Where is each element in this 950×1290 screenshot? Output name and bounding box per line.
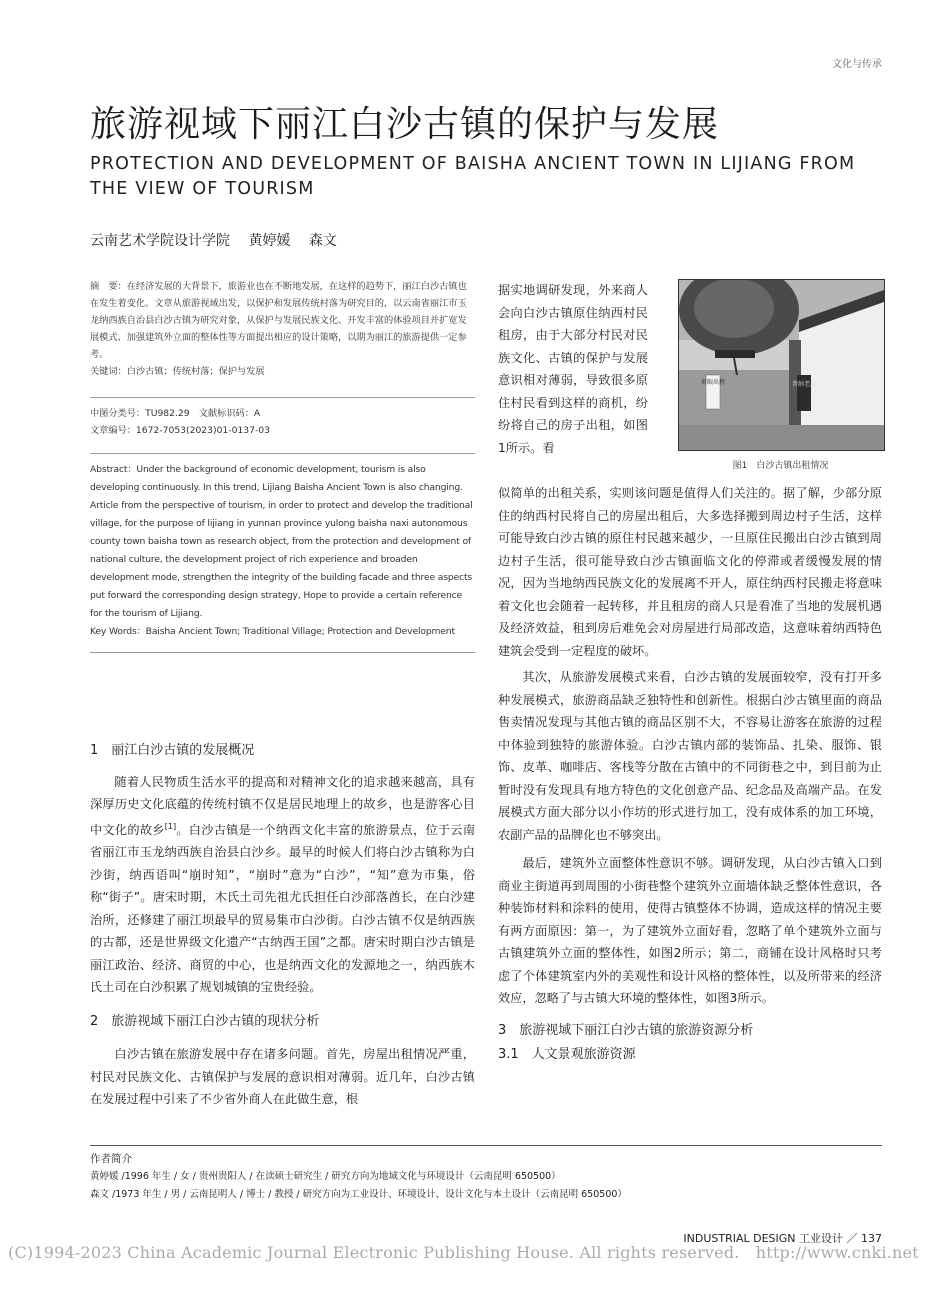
divider [90,453,475,454]
divider [90,397,475,398]
paragraph: 最后，建筑外立面整体性意识不够。调研发现，从白沙古镇入口到商业主街道再到周围的小街巷整个建筑外立面墙体缺乏整体性意识，各种装饰材料和涂料的使用，使得古镇整体不协调，造成这样的情况主要有两方面原因：第一，为了建筑外立面好看，忽略了单个建筑外立面与古镇建筑外立面的整体性，如图2所示；第二，商铺在设计风格时只考虑了个体建筑室内外的美观性和设计风格的整体性，以及所带来的经济效应，忽略了与古镇大环境的整体性，如图3所示。 [498,856,882,1005]
street-photo-image [679,280,884,450]
classification-number: 中图分类号：TU982.29 文献标识码：A [90,408,261,419]
abstract-en [90,461,475,641]
section-heading-3: 3 旅游视域下丽江白沙古镇的旅游资源分析 [498,1022,754,1038]
paragraph: 似简单的出租关系，实则该问题是值得人们关注的。据了解，少部分原住的纳西村民将自己的房屋出租后，大多选择搬到周边村子生活，这样可能导致白沙古镇的原住村民越来越少，一旦原住民搬出白沙古镇到周边村子生活，很可能导致白沙古镇面临文化的停滞或者缓慢发展的情况，因为当地纳西民族文化的发展离不开人，原住纳西村民搬走将意味着文化也会随着一起转移，并且租房的商人只是看准了当地的发展机遇及经济效益，租到房后难免会对房屋进行局部改造，这意味着纳西特色建筑会受到一定程度的破坏。 [498,486,882,658]
author-name-1: 黄婷媛 [248,233,291,249]
paragraph-text: 。白沙古镇是一个纳西文化丰富的旅游景点，位于云南省丽江市玉龙纳西族自治县白沙乡。最早的时候人们将白沙古镇称为白沙街，纳西语叫“崩时知”，“崩时”意为“白沙”，“知”意为市集，俗称“街子”。唐宋时期，木氏土司先祖尤氏担任白沙部落酋长，在白沙建治所，还修建了丽江坝最早的贸易集市白沙街。白沙古镇不仅是纳西族的古都，还是世界级文化遗产“古纳西王国”之都。唐宋时期白沙古镇是丽江政治、经济、商贸的中心，也是纳西文化的发源地之一，纳西族木氏土司在白沙积累了规划城镇的宝贵经验。 [90,822,476,995]
author-note: 森文 /1973 年生 / 男 / 云南昆明人 / 博士 / 教授 / 研究方向为工业设计、环境设计、设计文化与本土设计（云南昆明 650500） [90,1189,627,1200]
keywords-cn: 关键词：白沙古镇；传统村落；保护与发展 [90,366,265,377]
paragraph-text: 随着人民物质生活水平的提高和对精神文化的追求越来越高，具有深厚历史文化底蕴的传统村镇不仅是居民地理上的故乡，也是游客心目中文化的故乡 [90,774,475,837]
article-subtitle-en: PROTECTION AND DEVELOPMENT OF BAISHA ANCIENT TOWN IN LIJIANG FROM THE VIEW OF TOURISM [90,154,856,199]
section-label: 文化与传承 [832,59,882,70]
paragraph: 白沙古镇在旅游发展中存在诸多问题。首先，房屋出租情况严重，村民对民族文化、古镇保护与发展的意识相对薄弱。近几年，白沙古镇在发展过程中引来了不少省外商人在此做生意，根 [90,1047,475,1107]
journal-footer: INDUSTRIAL DESIGN 工业设计 ／ 137 [683,1232,882,1245]
article-title: 旅游视域下丽江白沙古镇的保护与发展 [90,104,720,145]
keywords-en: Key Words：Baisha Ancient Town; Traditional Village; Protection and Development [90,626,455,637]
right-column [498,482,882,1067]
shop-sign-text: 普纳老店 [791,381,817,388]
shop-sign-text: 眉眼出租 [700,379,726,386]
author-line [90,230,351,250]
abstract-cn [90,278,475,380]
author-notes-title: 作者简介 [90,1153,132,1165]
paragraph [90,771,475,999]
abstract-en-text: Abstract：Under the background of economic development, tourism is also developing continuously. In this trend, Lijiang Baisha Ancient Town is also changing. Article from the perspective of tourism, in order to protect and develop the traditional village, for the purpose of lijiang in yunnan province yulong baisha naxi autonomous county town baisha town as research object, from the protection and development of national culture, the development project of rich experience and broaden development mode, strengthen the integrity of the building facade and three aspects put forward the corresponding design strategy, Hope to provide a certain reference for the tourism of Lijiang. [90,464,473,619]
section-heading-2: 2 旅游视域下丽江白沙古镇的现状分析 [90,1013,320,1029]
left-column [90,740,475,1111]
article-meta [90,405,475,439]
institution: 云南艺术学院设计学院 [90,233,230,249]
abstract-cn-text: 摘 要：在经济发展的大背景下，旅游业也在不断地发展，在这样的趋势下，丽江白沙古镇也在发生着变化。文章从旅游视域出发，以保护和发展传统村落为研究目的，以云南省丽江市玉龙纳西族自治县白沙古镇为研究对象，从保护与发展民族文化、开发丰富的体验项目并扩宽发展模式、加强建筑外立面的整体性等方面提出相应的设计策略，以期为丽江的旅游提供一定参考。 [90,281,467,360]
section-heading-1: 1 丽江白沙古镇的发展概况 [90,743,255,758]
divider [90,652,475,653]
figure-caption: 图1 白沙古镇出租情况 [732,461,829,471]
paragraph-narrow: 据实地调研发现，外来商人会向白沙古镇原住纳西村民租房，由于大部分村民对民族文化、古镇的保护与发展意识相对薄弱，导致很多原住村民看到这样的商机，纷纷将自己的房子出租，如图1所示。看 [498,283,648,455]
citation-ref: [1] [164,821,177,831]
author-note: 黄婷媛 /1996 年生 / 女 / 贵州贵阳人 / 在读硕士研究生 / 研究方向为地域文化与环境设计（云南昆明 650500） [90,1171,561,1182]
subsection-heading-3-1: 3.1 人文景观旅游资源 [498,1047,636,1062]
figure-1-photo [678,279,885,451]
article-number: 文章编号：1672-7053(2023)01-0137-03 [90,425,270,436]
footnote-divider [90,1145,882,1146]
author-name-2: 森文 [308,233,337,249]
paragraph: 其次，从旅游发展模式来看，白沙古镇的发展面较窄，没有打开多种发展模式，旅游商品缺乏独特性和创新性。根据白沙古镇里面的商品售卖情况发现与其他古镇的商品区别不大，不容易让游客在旅游的过程中体验到独特的旅游体验。白沙古镇内部的装饰品、扎染、服饰、银饰、皮革、咖啡店、客栈等分散在古镇中的不同街巷之中，到目前为止暂时没有发现具有地方特色的文化创意产品、纪念品及高端产品。在发展模式方面大部分以小作坊的形式进行加工，没有成体系的加工环境，农副产品的品牌化也不够突出。 [498,670,882,842]
watermark: (C)1994-2023 China Academic Journal Electronic Publishing House. All rights reserved. http://www.cnki.net [8,1243,919,1262]
